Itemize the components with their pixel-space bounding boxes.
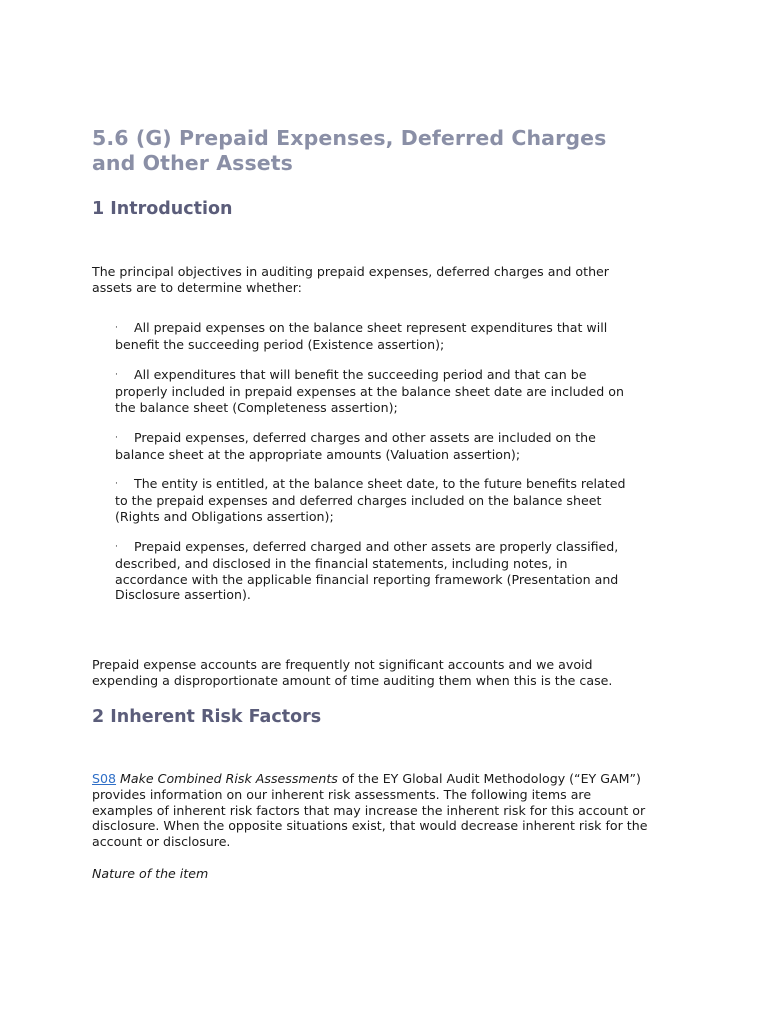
bullet-icon: · [115, 323, 118, 333]
paragraph-text: of the EY Global Audit Methodology (“EY GAM”) provides information on our inherent risk assessments. The following items are examples of inherent risk factors that may increase the inherent risk for this account or disclosure. When the opposite situations exist, that would decrease inherent risk for the account or disclosure. [92, 771, 648, 850]
list-item [115, 539, 635, 603]
section-heading-inherent-risk: 2 Inherent Risk Factors [92, 707, 322, 727]
document-title: 5.6 (G) Prepaid Expenses, Deferred Charges and Other Assets [92, 126, 607, 175]
list-item [115, 476, 635, 524]
list-item [115, 320, 635, 353]
italic-reference: Make Combined Risk Assessments [120, 771, 338, 786]
list-item-text: The entity is entitled, at the balance sheet date, to the future benefits related to the prepaid expenses and deferred charges included on the balance sheet (Rights and Obligations assertion); [115, 476, 626, 524]
section-heading-introduction: 1 Introduction [92, 199, 233, 219]
intro-paragraph: The principal objectives in auditing prepaid expenses, deferred charges and other assets are to determine whether: [92, 264, 609, 295]
list-item-text: Prepaid expenses, deferred charges and other assets are included on the balance sheet at the appropriate amounts (Valuation assertion); [115, 430, 596, 462]
list-item-text: Prepaid expenses, deferred charged and other assets are properly classified, described, and disclosed in the financial statements, including notes, in accordance with the applicable financial reporting framework (Presentation and Disclosure assertion). [115, 539, 619, 603]
bullet-icon: · [115, 433, 118, 443]
list-item [115, 430, 635, 463]
closing-paragraph: Prepaid expense accounts are frequently not significant accounts and we avoid expending a disproportionate amount of time auditing them when this is the case. [92, 657, 613, 688]
bullet-icon: · [115, 370, 118, 380]
nature-of-item-subheading: Nature of the item [92, 866, 209, 881]
gam-paragraph [92, 771, 652, 850]
bullet-icon: · [115, 542, 118, 552]
list-item-text: All prepaid expenses on the balance sheet represent expenditures that will benefit the succeeding period (Existence assertion); [115, 320, 608, 352]
list-item-text: All expenditures that will benefit the succeeding period and that can be properly included in prepaid expenses at the balance sheet date are included on the balance sheet (Completeness assertion); [115, 367, 624, 415]
list-item [115, 367, 635, 415]
s08-link[interactable]: S08 [92, 771, 117, 786]
bullet-icon: · [115, 479, 118, 489]
